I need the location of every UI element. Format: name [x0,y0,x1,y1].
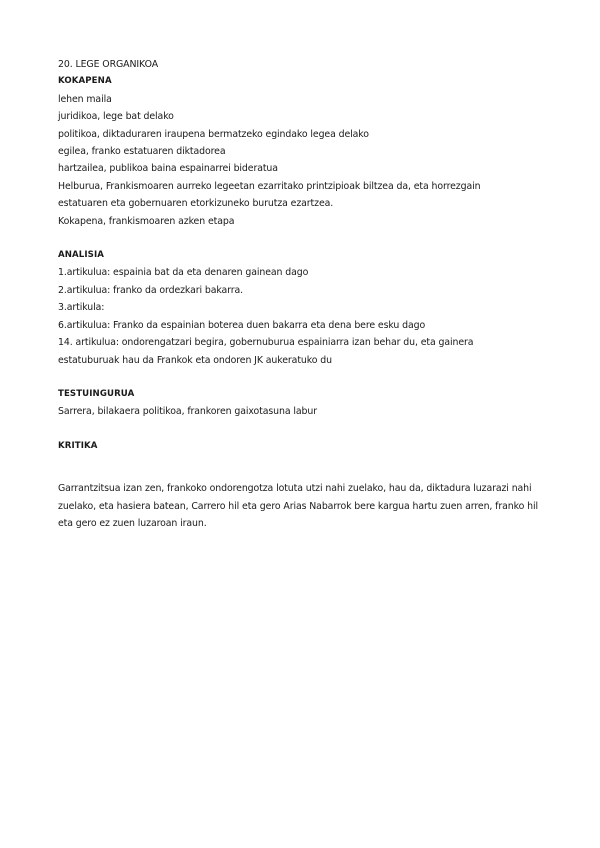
analisia-line: 14. artikulua: ondorengatzari begira, gobernuburua espainiarra izan behar du, eta gainera [58,337,474,349]
kokapena-line: estatuaren eta gobernuaren etorkizuneko burutza ezartzea. [58,198,334,210]
analisia-line: 6.artikulua: Franko da espainian boterea duen bakarra eta dena bere esku dago [58,319,426,331]
kokapena-line: Helburua, Frankismoaren aurreko legeetan ezarritako printzipioak biltzea da, eta horrezgain [58,180,481,192]
analisia-line: 2.artikulua: franko da ordezkari bakarra. [58,284,244,296]
analisia-body [58,264,548,368]
kokapena-line: hartzailea, publikoa baina espainarrei bideratua [58,163,278,175]
analisia-line: 3.artikula: [58,302,105,314]
section-heading-analisia: ANALISIA [58,250,105,261]
document-title: 20. LEGE ORGANIKOA [58,59,159,70]
section-spacer [58,369,548,386]
section-heading-kokapena: KOKAPENA [58,76,112,87]
analisia-line: 1.artikulua: espainia bat da eta denaren gainean dago [58,267,309,279]
kokapena-line: Kokapena, frankismoaren azken etapa [58,215,235,227]
kokapena-line: politikoa, diktaduraren iraupena bermatzeko egindako legea delako [58,128,369,140]
analisia-line: estatuburuak hau da Frankok eta ondoren JK aukeratuko du [58,354,332,366]
document-page [58,56,548,532]
kokapena-line: lehen maila [58,93,112,105]
kokapena-line: juridikoa, lege bat delako [58,111,174,123]
kokapena-line: egilea, franko estatuaren diktadorea [58,146,226,158]
testuingurua-line: Sarrera, bilakaera politikoa, frankoren gaixotasuna labur [58,406,317,418]
section-heading-testuingurua: TESTUINGURUA [58,388,135,399]
section-spacer [58,230,548,247]
section-heading-kritika: KRITIKA [58,440,98,451]
kritika-paragraph: Garrantzitsua izan zen, frankoko ondorengotza lotuta utzi nahi zuelako, hau da, diktadura luzarazi nahi zuelako, eta hasiera batean, Carrero hil eta gero Arias Nabarrok bere kargua hartu zuen arren, franko hil eta gero ez zuen luzaroan iraun. [58,483,538,529]
kokapena-body [58,91,548,230]
section-spacer [58,421,548,438]
testuingurua-body [58,403,548,420]
section-spacer [58,455,548,480]
